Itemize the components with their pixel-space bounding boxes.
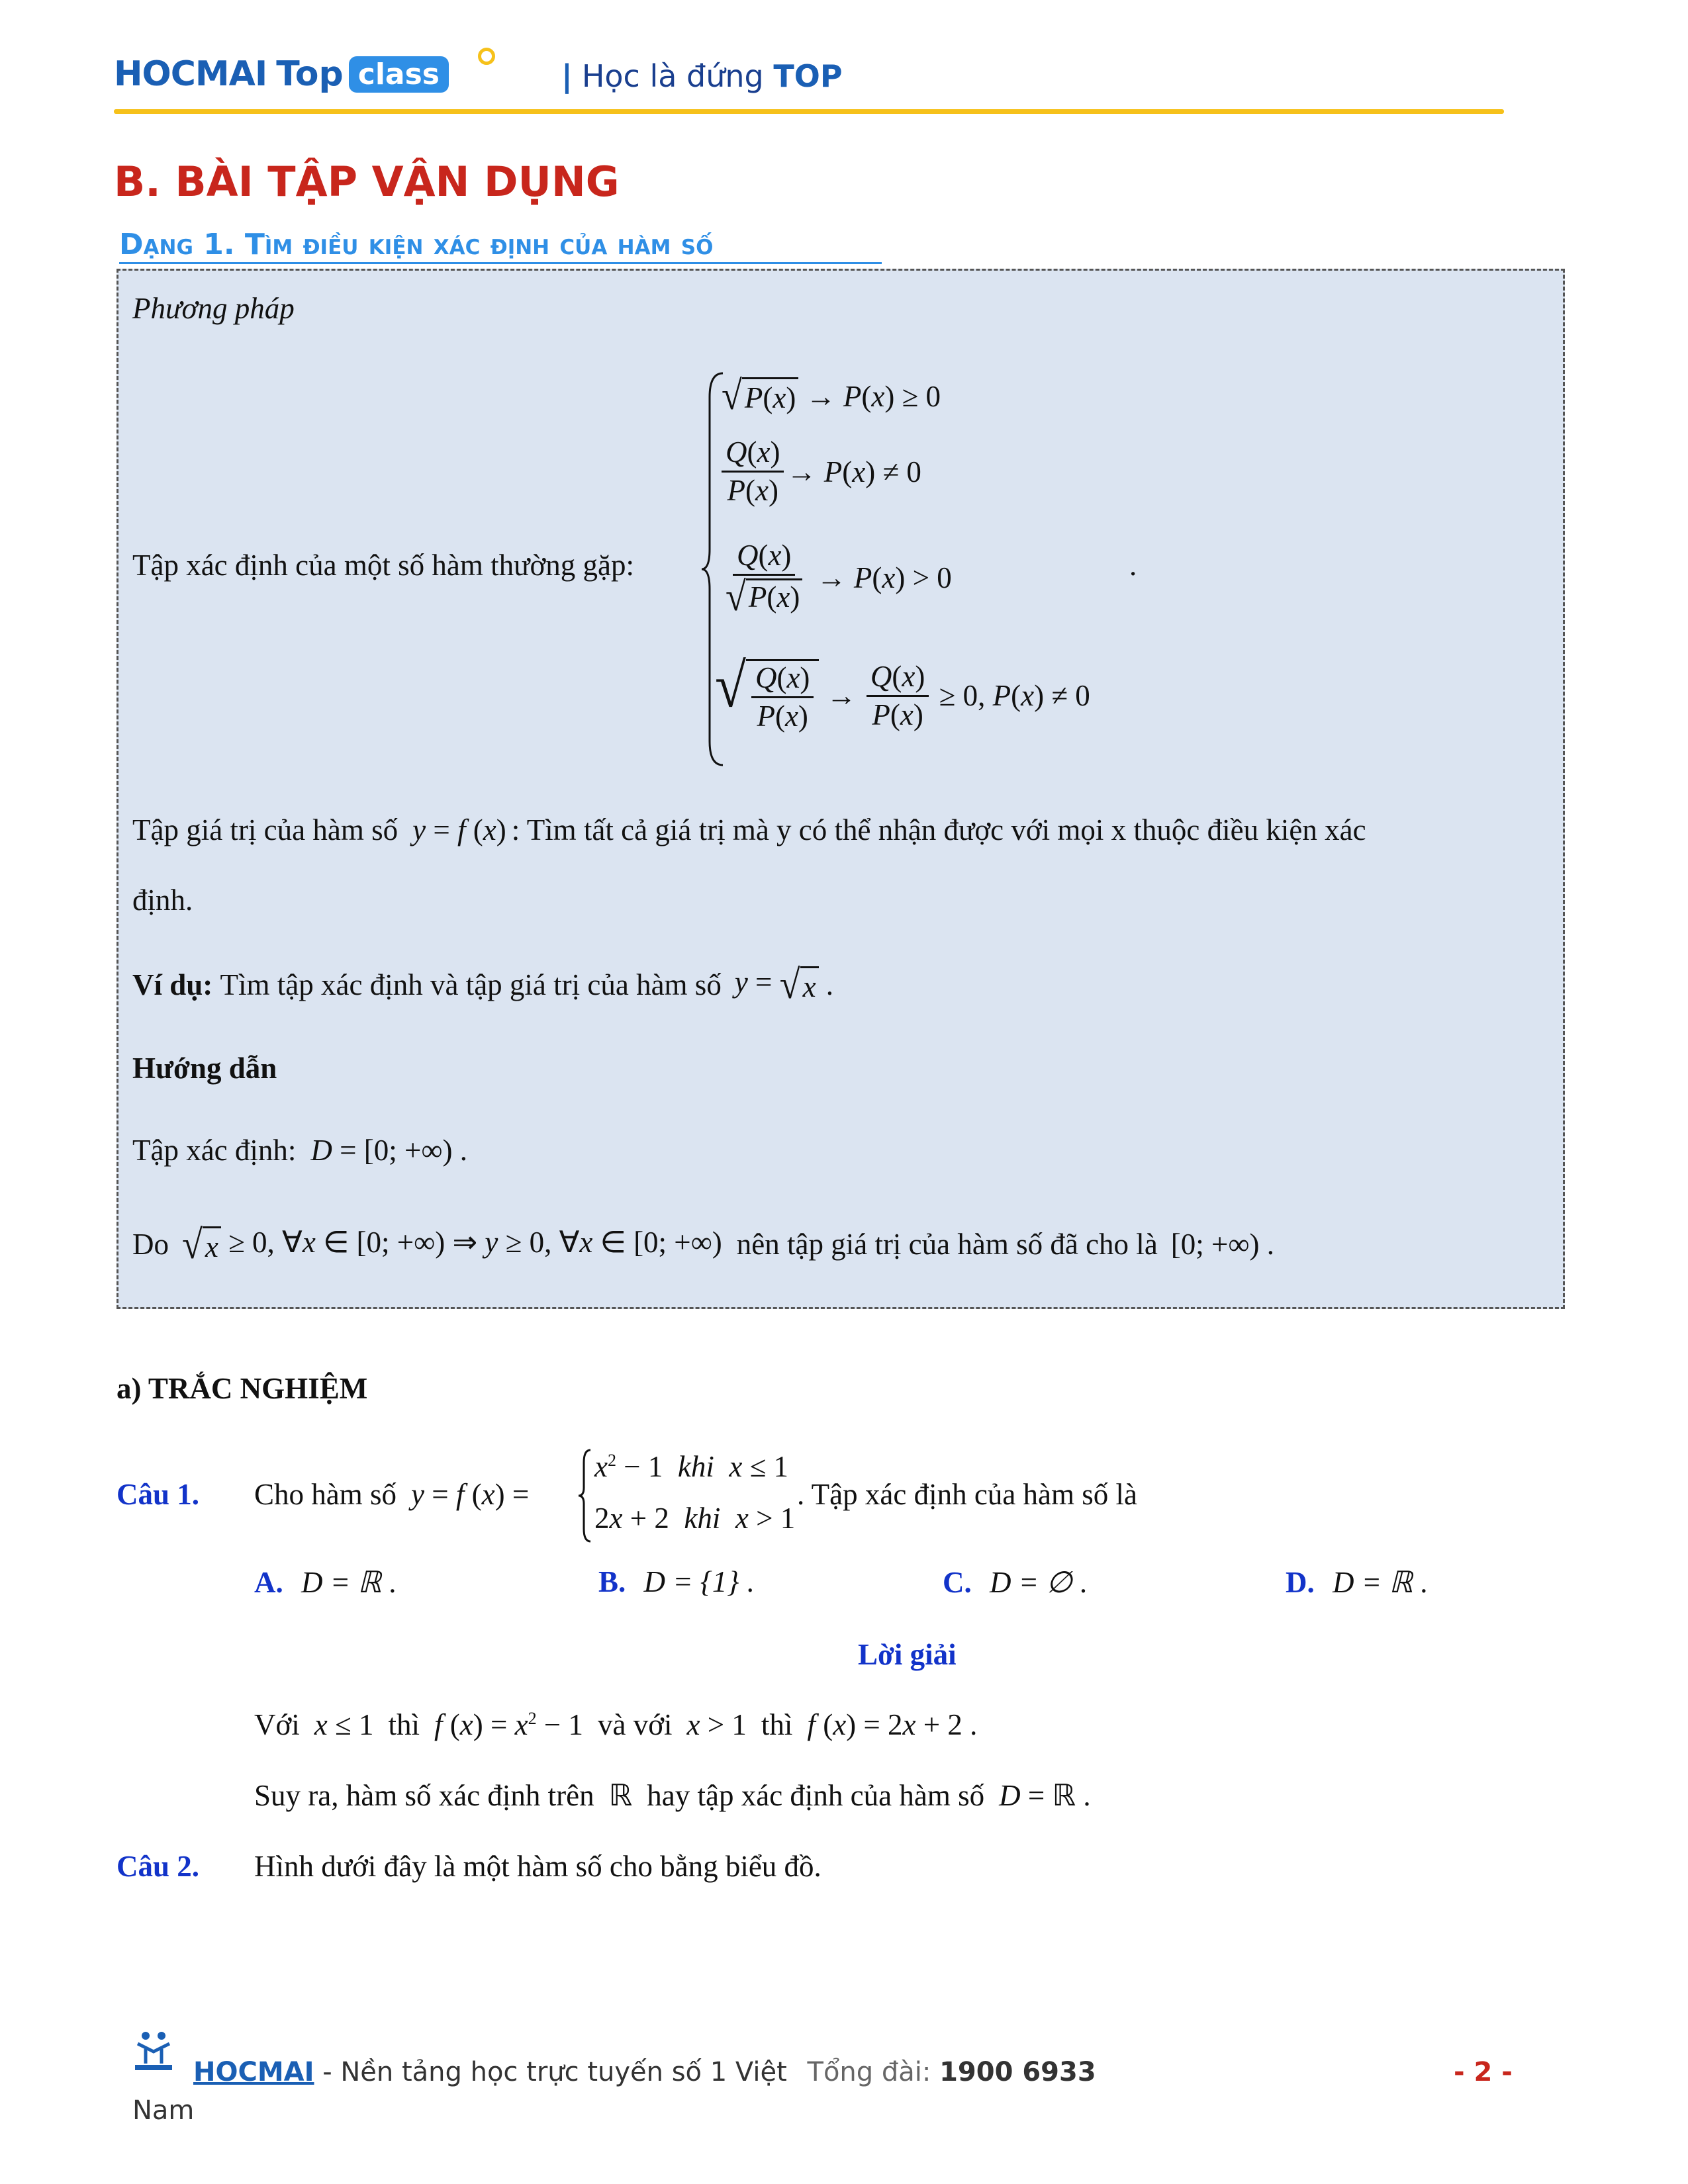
rule-sqrt-q-over-p: √ $\frac{Q(x)}{P(x)}$ → $\frac{Q(x)}{P(x)}$ ≥ 0, P ( x ) ≠ 0 — [715, 651, 1090, 733]
range-desc: : Tìm tất cả giá trị mà y có thể nhận được với mọi x thuộc điều kiện xác — [511, 813, 1366, 846]
range-desc-end: định. — [132, 884, 193, 917]
sun-icon — [478, 48, 495, 65]
header-divider — [114, 109, 1504, 114]
hotline-number: 1900 6933 — [939, 2057, 1096, 2087]
footer-line — [193, 2057, 1096, 2087]
logo-class-badge: class — [349, 56, 449, 93]
q1-text: Cho hàm số — [254, 1478, 397, 1511]
logo-hocmai-text: HOCMAI — [114, 54, 267, 94]
guide-label: Hướng dẫn — [132, 1052, 277, 1085]
method-heading: Phương pháp — [132, 292, 295, 325]
conclusion-text: nên tập giá trị của hàm số đã cho là — [736, 1228, 1158, 1261]
option-d[interactable]: D. D = ℝ . — [1286, 1566, 1428, 1599]
question-1-text: Cho hàm số y = f (x) = — [254, 1478, 530, 1511]
piece-2: 2x + 2 khi x > 1 — [594, 1502, 796, 1535]
range-text: Tập giá trị của hàm số — [132, 813, 399, 846]
option-b[interactable]: B. D = {1} . — [598, 1565, 754, 1598]
q1-tail: . Tập xác định của hàm số là — [797, 1478, 1138, 1511]
question-1-label: Câu 1. — [117, 1478, 200, 1511]
domain-intro: Tập xác định của một số hàm thường gặp: — [132, 549, 635, 582]
logo-top-text: Top — [276, 54, 344, 94]
example-text: Tìm tập xác định và tập giá trị của hàm số — [220, 968, 722, 1001]
page-number: - 2 - — [1454, 2057, 1513, 2087]
option-c[interactable]: C. D = ∅ . — [943, 1566, 1088, 1599]
quiz-heading: a) TRẮC NGHIỆM — [117, 1372, 368, 1405]
solution-title: Lời giải — [858, 1638, 957, 1671]
hocmai-footer-icon — [132, 2029, 175, 2071]
question-2-label: Câu 2. — [117, 1850, 200, 1883]
example-label: Ví dụ: — [132, 968, 213, 1001]
option-a[interactable]: A. D = ℝ . — [254, 1566, 397, 1599]
footer-tagline: - Nền tảng học trực tuyến số 1 Việt — [322, 2057, 787, 2087]
slogan-emph: TOP — [773, 58, 843, 94]
domain-answer: Tập xác định: D = [0; +∞) . — [132, 1134, 467, 1167]
section-title: B. BÀI TẬP VẬN DỤNG — [114, 158, 620, 206]
topic-underline — [119, 262, 882, 264]
hotline-label: Tổng đài: — [807, 2057, 931, 2087]
solution-line-1: Với x ≤ 1 thì f $(x) = x^2 - 1$ và với x > 1 thì f (x) = 2x + 2 . — [254, 1708, 978, 1741]
topic-title: Dạng 1. Tìm điều kiện xác định của hàm số — [119, 228, 714, 261]
footer-brand-link[interactable]: HOCMAI — [193, 2057, 314, 2087]
question-2-text: Hình dưới đây là một hàm số cho bằng biểu đồ. — [254, 1850, 821, 1883]
do-label: Do — [132, 1228, 169, 1261]
slogan: | Học là đứng TOP — [561, 58, 843, 94]
range-definition: Tập giá trị của hàm số y = f (x) : Tìm tất cả giá trị mà y có thể nhận được với mọi x thuộc điều kiện xác — [132, 813, 1366, 846]
rule-sqrt-p: √ P(x) → P ( x ) ≥ 0 — [722, 373, 941, 419]
piecewise-brace — [577, 1448, 593, 1543]
solution-line-2: Suy ra, hàm số xác định trên ℝ hay tập xác định của hàm số D = ℝ . — [254, 1779, 1091, 1812]
hocmai-topclass-logo — [114, 54, 449, 94]
domain-label: Tập xác định: — [132, 1134, 297, 1167]
footer-tagline-end: Nam — [132, 2095, 195, 2126]
rule-q-over-sqrt-p: Q(x) √ P(x) → P ( x ) > 0 — [726, 539, 952, 620]
conclusion-line: Do √ x ≥ 0, ∀x ∈ [0; +∞) ⇒ y ≥ 0, ∀x ∈ [0; +∞) nên tập giá trị của hàm số đã cho là [0; +∞) . — [132, 1222, 1274, 1268]
example-line: Ví dụ: Tìm tập xác định và tập giá trị của hàm số y = √ x . — [132, 962, 834, 1008]
slogan-prefix: Học là đứng — [581, 58, 764, 94]
rule-q-over-p: $\frac{Q(x)}{P(x)}$ → P ( x ) ≠ 0 — [719, 437, 921, 507]
piece-1: $x^2 - 1$ khi x ≤ 1 — [594, 1450, 789, 1483]
